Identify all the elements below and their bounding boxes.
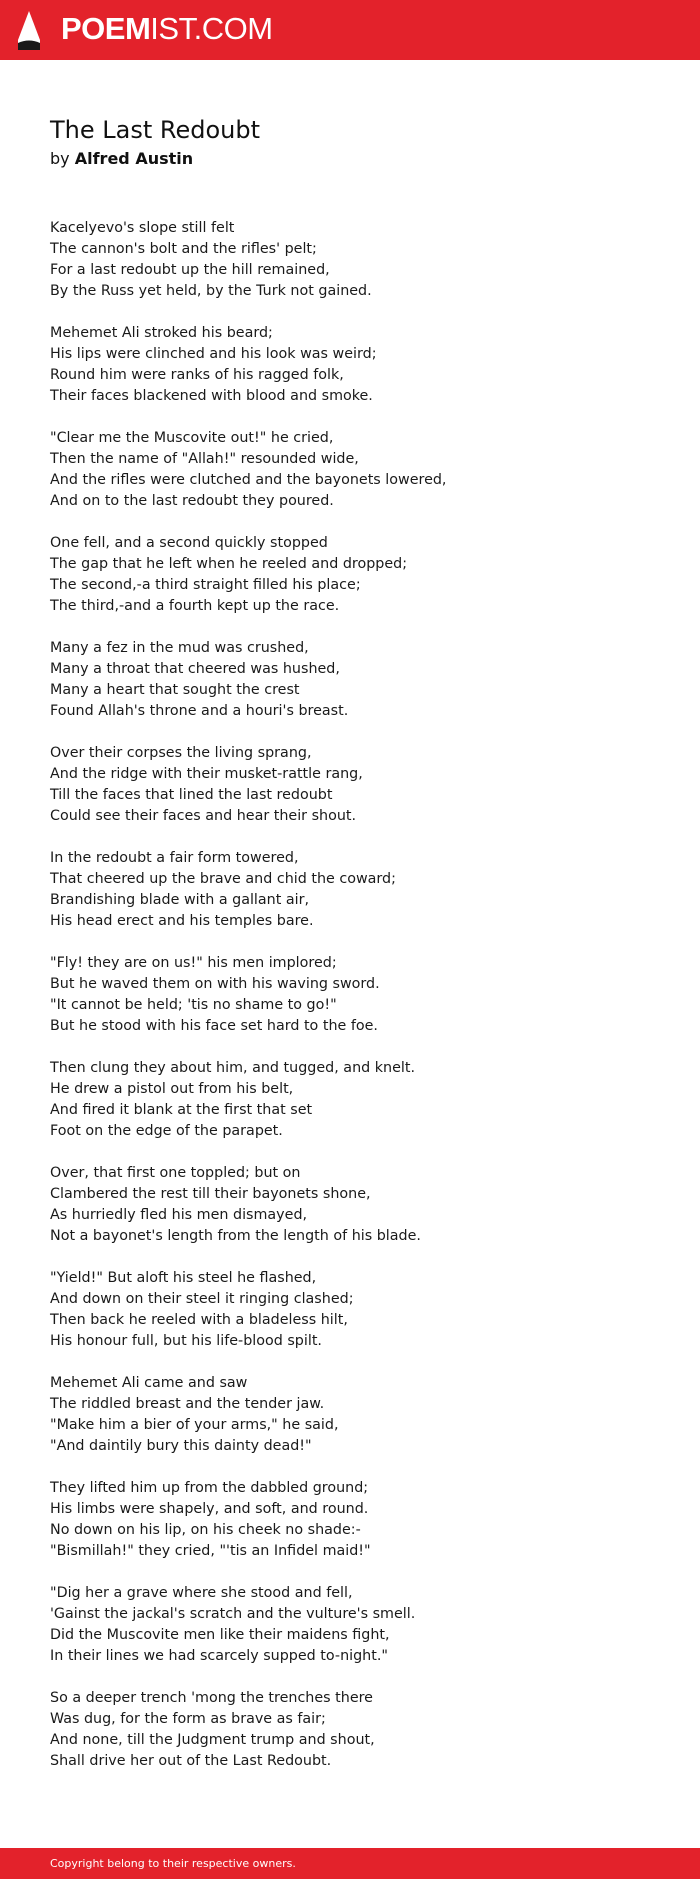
poem-line: "It cannot be held; 'tis no shame to go!" — [50, 997, 337, 1013]
poem-line: Clambered the rest till their bayonets shone, — [50, 1186, 371, 1202]
site-header — [0, 0, 700, 60]
poem-line: "And daintily bury this dainty dead!" — [50, 1438, 312, 1454]
poem-line: And the rifles were clutched and the bayonets lowered, — [50, 472, 447, 488]
poem-line: His lips were clinched and his look was weird; — [50, 346, 377, 362]
stanza — [50, 1583, 650, 1667]
poem-line: And the ridge with their musket-rattle rang, — [50, 766, 363, 782]
stanza — [50, 1373, 650, 1457]
poem-line: "Yield!" But aloft his steel he flashed, — [50, 1270, 317, 1286]
poem-title: The Last Redoubt — [50, 116, 261, 144]
poem-line: The cannon's bolt and the rifles' pelt; — [50, 241, 317, 257]
poem-line: Then back he reeled with a bladeless hilt, — [50, 1312, 348, 1328]
poem-line: But he waved them on with his waving sword. — [50, 976, 380, 992]
poem-line: Did the Muscovite men like their maidens fight, — [50, 1627, 390, 1643]
poem-line: As hurriedly fled his men dismayed, — [50, 1207, 308, 1223]
author-name: Alfred Austin — [74, 149, 194, 168]
stanza — [50, 533, 650, 617]
logo-bold-text: POEM — [61, 11, 151, 46]
poem-line: He drew a pistol out from his belt, — [50, 1081, 294, 1097]
poem-line: Over their corpses the living sprang, — [50, 745, 312, 761]
stanza — [50, 323, 650, 407]
stanza — [50, 1688, 650, 1772]
stanza — [50, 1268, 650, 1352]
poem-body — [50, 218, 650, 1793]
poem-line: Many a heart that sought the crest — [50, 682, 300, 698]
poem-line: Round him were ranks of his ragged folk, — [50, 367, 344, 383]
poem-line: Mehemet Ali came and saw — [50, 1375, 248, 1391]
byline — [50, 148, 193, 170]
poem-line: Then the name of "Allah!" resounded wide, — [50, 451, 359, 467]
poem-line: Brandishing blade with a gallant air, — [50, 892, 310, 908]
poem-line: They lifted him up from the dabbled ground; — [50, 1480, 369, 1496]
site-logo[interactable] — [61, 11, 273, 47]
poem-line: Over, that first one toppled; but on — [50, 1165, 301, 1181]
poem-line: The riddled breast and the tender jaw. — [50, 1396, 325, 1412]
poem-line: Many a fez in the mud was crushed, — [50, 640, 309, 656]
poem-line: Shall drive her out of the Last Redoubt. — [50, 1753, 332, 1769]
poem-line: And down on their steel it ringing clashed; — [50, 1291, 354, 1307]
stanza — [50, 638, 650, 722]
stanza — [50, 1058, 650, 1142]
poem-line: The gap that he left when he reeled and dropped; — [50, 556, 408, 572]
logo-light-text: IST.COM — [150, 11, 273, 46]
poem-line: Found Allah's throne and a houri's breast. — [50, 703, 349, 719]
poem-line: By the Russ yet held, by the Turk not gained. — [50, 283, 372, 299]
poem-line: The second,-a third straight filled his place; — [50, 577, 361, 593]
stanza — [50, 953, 650, 1037]
poem-line: The third,-and a fourth kept up the race. — [50, 598, 340, 614]
poem-line: Till the faces that lined the last redoubt — [50, 787, 333, 803]
poem-line: Not a bayonet's length from the length of his blade. — [50, 1228, 421, 1244]
poem-line: And fired it blank at the first that set — [50, 1102, 313, 1118]
poem-line: Was dug, for the form as brave as fair; — [50, 1711, 326, 1727]
stanza — [50, 428, 650, 512]
poem-line: In the redoubt a fair form towered, — [50, 850, 299, 866]
stanza — [50, 218, 650, 302]
poem-line: Many a throat that cheered was hushed, — [50, 661, 340, 677]
poem-line: But he stood with his face set hard to the foe. — [50, 1018, 378, 1034]
poem-line: One fell, and a second quickly stopped — [50, 535, 328, 551]
copyright-text: Copyright belong to their respective owners. — [50, 1857, 296, 1870]
poem-line: No down on his lip, on his cheek no shade:- — [50, 1522, 361, 1538]
poem-line: 'Gainst the jackal's scratch and the vulture's smell. — [50, 1606, 416, 1622]
poem-line: So a deeper trench 'mong the trenches there — [50, 1690, 373, 1706]
pen-nib-logo-icon[interactable] — [16, 10, 42, 52]
poem-line: Could see their faces and hear their shout. — [50, 808, 357, 824]
poem-line: Then clung they about him, and tugged, and knelt. — [50, 1060, 416, 1076]
poem-line: Their faces blackened with blood and smoke. — [50, 388, 373, 404]
poem-line: Mehemet Ali stroked his beard; — [50, 325, 273, 341]
poem-line: And on to the last redoubt they poured. — [50, 493, 334, 509]
poem-line: "Fly! they are on us!" his men implored; — [50, 955, 337, 971]
by-label: by — [50, 149, 70, 168]
stanza — [50, 848, 650, 932]
poem-line: "Bismillah!" they cried, "'tis an Infidel maid!" — [50, 1543, 371, 1559]
poem-line: And none, till the Judgment trump and shout, — [50, 1732, 375, 1748]
stanza — [50, 1478, 650, 1562]
poem-line: His head erect and his temples bare. — [50, 913, 314, 929]
poem-line: For a last redoubt up the hill remained, — [50, 262, 330, 278]
poem-line: His honour full, but his life-blood spilt. — [50, 1333, 322, 1349]
poem-line: His limbs were shapely, and soft, and round. — [50, 1501, 369, 1517]
stanza — [50, 743, 650, 827]
stanza — [50, 1163, 650, 1247]
poem-line: "Clear me the Muscovite out!" he cried, — [50, 430, 334, 446]
poem-line: That cheered up the brave and chid the coward; — [50, 871, 396, 887]
poem-line: Kacelyevo's slope still felt — [50, 220, 235, 236]
poem-line: Foot on the edge of the parapet. — [50, 1123, 283, 1139]
poem-line: In their lines we had scarcely supped to-night." — [50, 1648, 388, 1664]
site-footer — [0, 1848, 700, 1879]
poem-line: "Make him a bier of your arms," he said, — [50, 1417, 339, 1433]
poem-line: "Dig her a grave where she stood and fell, — [50, 1585, 353, 1601]
